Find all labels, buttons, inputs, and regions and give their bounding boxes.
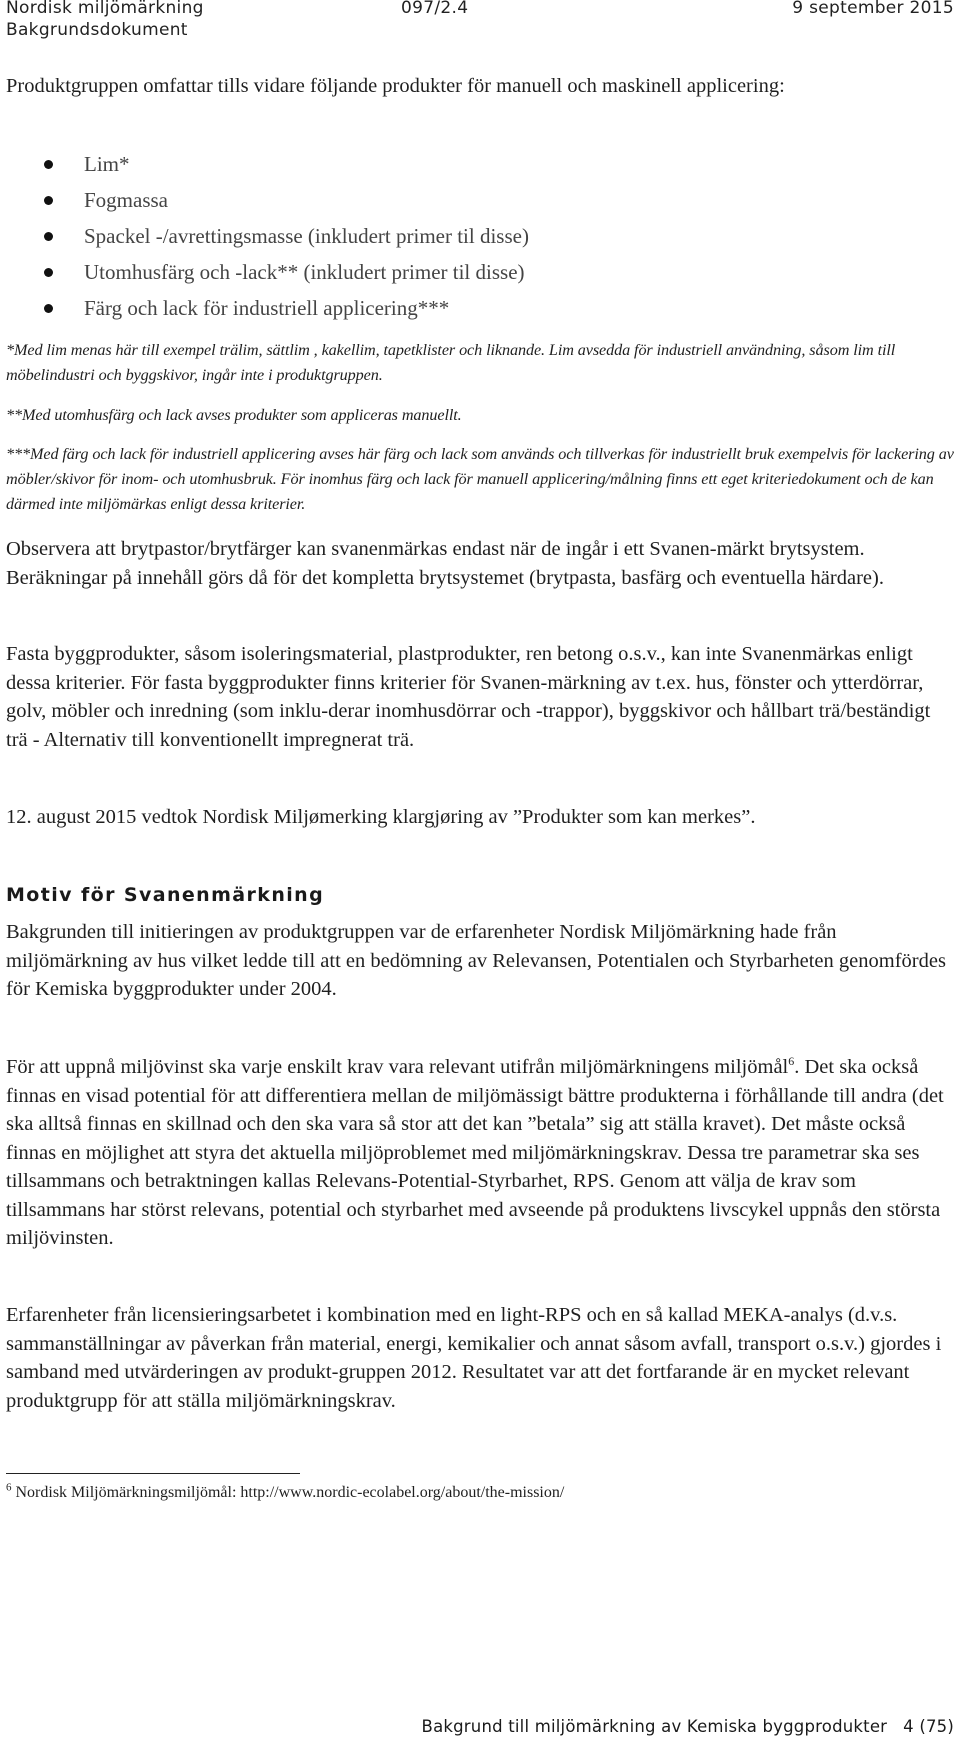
header-org: Nordisk miljömärkning — [6, 0, 204, 18]
footnote-reference[interactable]: 6 — [788, 1054, 795, 1069]
footer-title: Bakgrund till miljömärkning av Kemiska byggprodukter — [421, 1717, 888, 1736]
section-heading: Motiv för Svanenmärkning — [6, 884, 325, 906]
note-utomhusfarg: **Med utomhusfärg och lack avses produkter som appliceras manuellt. — [6, 406, 462, 424]
product-bullet-list — [44, 146, 529, 326]
paragraph-licensing: Erfarenheter från licensieringsarbetet i kombination med en light-RPS och en så kallad MEKA-analys (d.v.s. sammanställningar av påverkan från material, energi, kemikalier och annat såsom avfall, transport o.s.v.) gjordes i samband med utvärderingen av produkt-gruppen 2012. Resultatet var att det fortfarande är en mycket relevant produktgrupp för att ställa miljömärkningskrav. — [6, 1304, 942, 1412]
header-doc-type: Bakgrundsdokument — [6, 20, 188, 40]
list-item: Färg och lack för industriell applicering*** — [44, 290, 529, 326]
footnote-text: Nordisk Miljömärkningsmiljömål: http://www.nordic-ecolabel.org/about/the-mission/ — [11, 1484, 565, 1501]
note-industriell: ***Med färg och lack för industriell applicering avses här färg och lack som används och tillverkas för industriellt bruk exempelvis för lackering av möbler/skivor för inom- och utomhusbruk. För inomhus färg och lack för manuell applicering/målning finns ett eget kriteriedokument och de kan därmed inte miljömärkas enligt dessa kriterier. — [6, 445, 954, 513]
header-date: 9 september 2015 — [792, 0, 954, 18]
paragraph-rps-start: För att uppnå miljövinst ska varje enskilt krav vara relevant utifrån miljömärkningens miljömål — [6, 1056, 789, 1078]
paragraph-rps-rest: . Det ska också finnas en visad potential för att differentiera mellan de miljömässigt bättre produkterna i förhållande till andra (det ska alltså finnas en skillnad och den ska vara så stor att det kan ”betala” sig att ställa kravet). Det måste också finnas en möjlighet att styra det aktuella miljöproblemet med miljömärkningskrav. Dessa tre parametrar ska ses tillsammans och betraktningen kallas Relevans-Potential-Styrbarhet, RPS. Genom att välja de krav som tillsammans har störst relevans, potential och styrbarhet med avseende på produktens livscykel uppnås den största miljövinsten. — [6, 1056, 944, 1249]
intro-paragraph: Produktgruppen omfattar tills vidare följande produkter för manuell och maskinell applicering: — [6, 75, 785, 97]
footnote — [6, 1481, 565, 1502]
footnote-divider — [6, 1473, 300, 1474]
page-number: 4 (75) — [903, 1717, 954, 1736]
note-lim: *Med lim menas här till exempel trälim, sättlim , kakellim, tapetklister och liknande. Lim avsedda för industriell användning, såsom lim till möbelindustri och byggskivor, ingår inte i produktgruppen. — [6, 341, 896, 384]
list-item: Lim* — [44, 146, 529, 182]
paragraph-rps — [6, 1053, 956, 1253]
page-footer — [422, 1717, 954, 1736]
page-header — [6, 0, 954, 20]
footnote-number: 6 — [6, 1481, 12, 1494]
header-doc-number: 097/2.4 — [401, 0, 469, 18]
list-item: Fogmassa — [44, 182, 529, 218]
page-header-subtitle — [6, 20, 954, 42]
paragraph-brytpastor: Observera att brytpastor/brytfärger kan svanenmärkas endast när de ingår i ett Svanen-märkt brytsystem. Beräkningar på innehåll görs då för det kompletta brytsystemet (brytpasta, basfärg och eventuella härdare). — [6, 538, 884, 589]
paragraph-fasta-byggprodukter: Fasta byggprodukter, såsom isoleringsmaterial, plastprodukter, ren betong o.s.v., kan inte Svanenmärkas enligt dessa kriterier. För fasta byggprodukter finns kriterier för Svanen-märkning av t.ex. hus, fönster och ytterdörrar, golv, möbler och inredning (som inklu-derar inomhusdörrar och -trappor), byggskivor och hållbart trä/beständigt trä - Alternativ till konventionellt impregnerat trä. — [6, 643, 931, 751]
paragraph-august-decision: 12. august 2015 vedtok Nordisk Miljømerking klargjøring av ”Produkter som kan merkes”. — [6, 806, 756, 828]
paragraph-background: Bakgrunden till initieringen av produktgruppen var de erfarenheter Nordisk Miljömärkning hade från miljömärkning av hus vilket ledde till att en bedömning av Relevansen, Potentialen och Styrbarheten genomfördes för Kemiska byggprodukter under 2004. — [6, 921, 946, 1000]
list-item: Utomhusfärg och -lack** (inkludert primer til disse) — [44, 254, 529, 290]
list-item: Spackel -/avrettingsmasse (inkludert primer til disse) — [44, 218, 529, 254]
